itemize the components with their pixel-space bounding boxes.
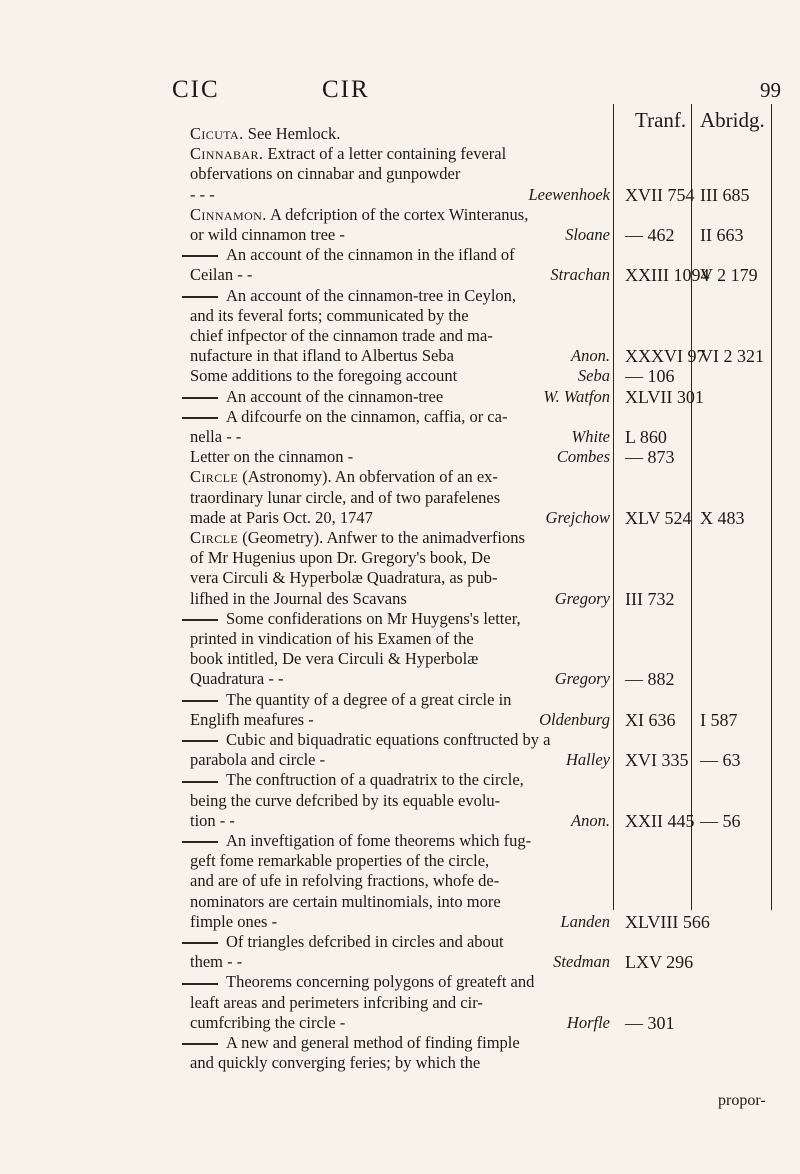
entry-text: A difcourfe on the cinnamon, caffia, or ca-	[226, 406, 508, 426]
entry-author: Sloane	[565, 225, 610, 244]
ditto-dash	[182, 255, 218, 257]
page-number: 99	[760, 78, 781, 102]
entry-author: Grejchow	[545, 507, 610, 527]
abridg-reference: X 483	[700, 507, 745, 528]
column-rule-right	[771, 104, 772, 910]
entry-line	[190, 548, 610, 568]
entry-line	[190, 589, 610, 609]
tranf-reference: LXV 296	[625, 952, 694, 973]
abridg-reference: I 587	[700, 709, 738, 730]
entry-author: Stedman	[553, 952, 610, 972]
ditto-dash	[182, 1043, 218, 1045]
entry-author: Gregory	[554, 588, 610, 608]
abridg-reference: — 56	[700, 810, 741, 831]
entry-author: Landen	[560, 911, 610, 931]
tranf-reference: — 873	[625, 447, 675, 468]
entry-text: or wild cinnamon tree -	[190, 225, 345, 244]
entry-author: Leewenhoek	[528, 184, 610, 204]
tranf-reference: XLV 524	[625, 507, 692, 528]
tranf-reference: XXXVI 97	[625, 346, 706, 367]
head-term: Circle	[190, 467, 239, 487]
entry-line	[190, 1013, 610, 1033]
entry-line	[190, 892, 610, 912]
entry-text: and are of ufe in refolving fractions, whofe de-	[190, 871, 500, 891]
entry-author: Strachan	[550, 265, 610, 285]
head-term: Circle	[190, 528, 239, 547]
entry-line	[190, 265, 610, 285]
entry-line	[190, 205, 610, 225]
tranf-reference: III 732	[625, 588, 675, 609]
entry-text: Cubic and biquadratic equations conftructed by a	[226, 730, 551, 749]
entry-text: cumfcribing the circle -	[190, 1012, 346, 1032]
entry-line	[190, 649, 610, 669]
entry-author: Anon.	[571, 810, 610, 830]
entry-text: made at Paris Oct. 20, 1747	[190, 507, 373, 527]
entry-text: An account of the cinnamon-tree in Ceylon,	[226, 285, 517, 305]
entry-text: Ceilan - -	[190, 265, 253, 285]
ditto-dash	[182, 983, 218, 985]
entry-text: nominators are certain multinomials, into more	[190, 891, 501, 911]
entry-text: and quickly converging feries; by which the	[190, 1053, 481, 1073]
entry-text: obfervations on cinnabar and gunpowder	[190, 164, 461, 184]
entry-text: and its feveral forts; communicated by the	[190, 305, 469, 325]
abridg-reference: — 63	[700, 750, 741, 771]
entry-line	[190, 124, 610, 144]
entry-author: Gregory	[554, 669, 610, 689]
entry-text: Letter on the cinnamon -	[190, 447, 354, 467]
entry-text: A defcription of the cortex Winteranus,	[266, 204, 529, 224]
entry-line	[190, 488, 610, 508]
entry-text: Extract of a letter containing feveral	[263, 144, 507, 164]
entry-text: An account of the cinnamon-tree	[226, 386, 444, 406]
tranf-reference: XI 636	[625, 709, 676, 730]
entry-text: traordinary lunar circle, and of two parafelenes	[190, 487, 501, 507]
entry-line	[190, 791, 610, 811]
entry-line	[190, 407, 610, 427]
catchword: propor-	[718, 1092, 766, 1109]
ditto-dash	[182, 296, 218, 298]
entry-line	[190, 690, 610, 710]
entry-line	[190, 286, 610, 306]
entry-line	[190, 225, 610, 245]
entry-line	[190, 972, 610, 992]
entry-text: An inveftigation of fome theorems which fug-	[226, 831, 532, 850]
entry-line	[190, 467, 610, 487]
entry-text: tion - -	[190, 810, 235, 830]
entry-line	[190, 144, 610, 164]
ditto-dash	[182, 417, 218, 419]
ditto-dash	[182, 942, 218, 944]
entry-text: The conftruction of a quadratrix to the circle,	[226, 770, 524, 790]
entry-text: (Astronomy). An obfervation of an ex-	[238, 467, 498, 487]
abridg-reference: VI 2 321	[700, 346, 764, 367]
entry-text: them - -	[190, 952, 243, 972]
entry-author: Seba	[577, 366, 610, 386]
entry-line	[190, 710, 610, 730]
head-term: Cicuta.	[190, 124, 244, 143]
entry-text: being the curve defcribed by its equable evolu-	[190, 790, 501, 810]
entry-author: Halley	[566, 750, 610, 770]
entry-line	[190, 831, 610, 851]
ditto-dash	[182, 700, 218, 702]
entry-line	[190, 306, 610, 326]
entry-line	[190, 912, 610, 932]
tranf-reference: XXII 445	[625, 810, 695, 831]
entry-author: Horfle	[566, 1012, 610, 1032]
tranf-reference: — 462	[625, 225, 675, 245]
ditto-dash	[182, 740, 218, 742]
entry-text: The quantity of a degree of a great circle in	[226, 689, 512, 709]
column-head-abridg: Abridg.	[700, 108, 765, 132]
entry-text: fimple ones -	[190, 911, 278, 931]
entry-text: chief infpector of the cinnamon trade and ma-	[190, 326, 493, 345]
entry-text: book intitled, De vera Circuli & Hyperbolæ	[190, 649, 479, 669]
entry-text: Englifh meafures -	[190, 709, 314, 729]
entry-text: vera Circuli & Hyperbolæ Quadratura, as pub-	[190, 568, 498, 588]
tranf-reference: XXIII 1094	[625, 265, 710, 286]
entry-line	[190, 993, 610, 1013]
entry-line	[190, 730, 610, 750]
entry-line	[190, 346, 610, 366]
entry-line	[190, 952, 610, 972]
entry-author: W. Watfon	[543, 386, 610, 406]
ditto-dash	[182, 397, 218, 399]
tranf-reference: — 882	[625, 669, 675, 690]
entry-text: lifhed in the Journal des Scavans	[190, 588, 407, 608]
entry-text: geft fome remarkable properties of the circle,	[190, 851, 490, 871]
entry-line	[190, 245, 610, 265]
entry-line	[190, 326, 610, 346]
entry-line	[190, 851, 610, 871]
column-head-tranf: Tranf.	[635, 108, 687, 132]
entry-line	[190, 750, 610, 770]
entry-line	[190, 669, 610, 689]
tranf-reference: — 301	[625, 1012, 675, 1033]
entry-line	[190, 1053, 610, 1073]
running-head-left: CIC	[172, 76, 220, 103]
entry-text: (Geometry). Anfwer to the animadverfions	[238, 528, 525, 547]
entry-text: of Mr Hugenius upon Dr. Gregory's book, De	[190, 548, 491, 568]
entry-author: Anon.	[571, 346, 610, 366]
tranf-reference: — 106	[625, 366, 675, 387]
abridg-reference: V 2 179	[700, 265, 758, 286]
ditto-dash	[182, 619, 218, 621]
entry-line	[190, 568, 610, 588]
entry-line	[190, 447, 610, 467]
tranf-reference: XLVII 301	[625, 386, 704, 407]
entry-line	[190, 366, 610, 386]
entry-text: Some additions to the foregoing account	[190, 366, 458, 386]
running-head-right: CIR	[322, 76, 370, 103]
entry-line	[190, 387, 610, 407]
entry-line	[190, 1033, 610, 1053]
entry-text: nufacture in that ifland to Albertus Seba	[190, 346, 454, 366]
entry-text: - - -	[190, 184, 215, 204]
tranf-reference: XVII 754	[625, 184, 695, 205]
tranf-reference: XVI 335	[625, 750, 689, 771]
column-rule-left	[613, 104, 614, 910]
entry-line	[190, 770, 610, 790]
tranf-reference: L 860	[625, 427, 667, 447]
entry-text: An account of the cinnamon in the ifland of	[226, 245, 515, 265]
entry-text: nella - -	[190, 427, 242, 446]
entry-text: parabola and circle -	[190, 750, 326, 770]
entry-line	[190, 185, 610, 205]
entry-line	[190, 871, 610, 891]
entry-text: Some confiderations on Mr Huygens's letter,	[226, 608, 521, 628]
entry-author: Combes	[556, 447, 610, 467]
entry-line	[190, 811, 610, 831]
entry-line	[190, 528, 610, 548]
entry-author: Oldenburg	[539, 709, 610, 729]
entry-line	[190, 932, 610, 952]
tranf-reference: XLVIII 566	[625, 911, 710, 932]
ditto-dash	[182, 781, 218, 783]
entry-text: A new and general method of finding fimple	[226, 1033, 520, 1052]
entry-text: Of triangles defcribed in circles and about	[226, 932, 504, 951]
entry-author: White	[571, 427, 610, 446]
entry-text: printed in vindication of his Examen of the	[190, 629, 474, 648]
entry-line	[190, 164, 610, 184]
entry-text: See Hemlock.	[243, 124, 341, 143]
head-term: Cinnabar.	[190, 144, 264, 164]
abridg-reference: III 685	[700, 184, 750, 205]
entry-line	[190, 629, 610, 649]
abridg-reference: II 663	[700, 225, 744, 245]
entry-text: leaft areas and perimeters infcribing and cir-	[190, 992, 483, 1012]
entry-line	[190, 427, 610, 447]
entry-line	[190, 609, 610, 629]
ditto-dash	[182, 841, 218, 843]
entry-text: Theorems concerning polygons of greateft and	[226, 972, 535, 992]
entry-line	[190, 508, 610, 528]
entry-text: Quadratura - -	[190, 669, 284, 689]
head-term: Cinnamon.	[190, 204, 267, 224]
